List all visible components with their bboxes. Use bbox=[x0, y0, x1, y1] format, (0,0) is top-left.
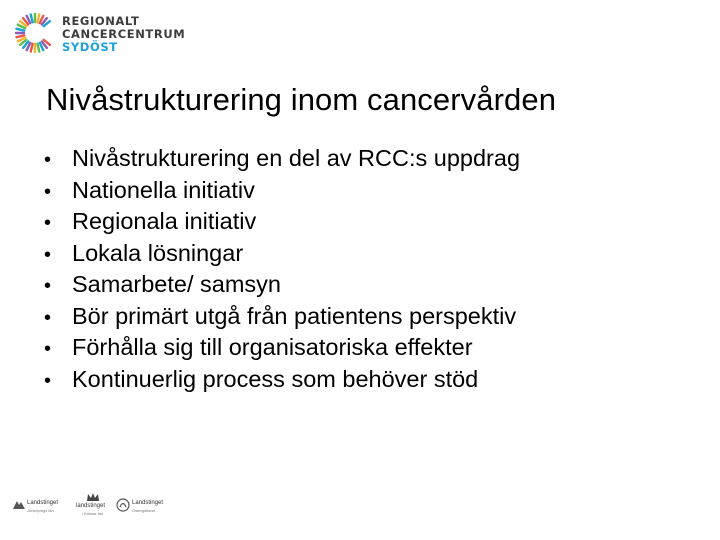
bullet-item bbox=[44, 175, 520, 207]
footer-logo-sub: i Kalmar län bbox=[82, 511, 104, 516]
logo-line-1: REGIONALT bbox=[62, 14, 140, 28]
rcc-logo bbox=[14, 12, 186, 60]
landstinget-ostergotland-logo bbox=[116, 492, 182, 520]
footer-logo-name: landstinget bbox=[76, 503, 106, 509]
bullet-item bbox=[44, 301, 520, 333]
bullet-text: Nationella initiativ bbox=[72, 176, 255, 203]
sunburst-ray bbox=[37, 14, 39, 22]
bullet-dot: • bbox=[44, 212, 52, 234]
slide-title: Nivåstrukturering inom cancervården bbox=[46, 82, 557, 117]
logo-line-2: CANCERCENTRUM bbox=[62, 27, 186, 41]
bullet-text: Samarbete/ samsyn bbox=[72, 271, 281, 297]
bullet-dot: • bbox=[44, 306, 52, 329]
sunburst-ray bbox=[16, 29, 24, 31]
footer-logo-name: Landstinget bbox=[132, 500, 164, 506]
bullet-item bbox=[44, 143, 520, 175]
bullet-dot: • bbox=[44, 149, 52, 171]
logo-line-3: SYDÖST bbox=[62, 40, 118, 54]
bullet-dot: • bbox=[44, 338, 52, 360]
landstinget-kalmar-logo bbox=[74, 492, 114, 520]
footer-logo-sub: Östergötland bbox=[132, 508, 155, 513]
bullet-text: Kontinuerlig process som behöver stöd bbox=[72, 365, 479, 392]
bullet-list bbox=[44, 143, 520, 395]
bullet-text: Förhålla sig till organisatoriska effekter bbox=[72, 334, 473, 360]
bullet-item bbox=[44, 364, 520, 396]
footer-logo-sub: Jönköpings län bbox=[27, 508, 54, 513]
bullet-text: Regionala initiativ bbox=[72, 208, 257, 234]
sunburst-ray bbox=[31, 44, 33, 52]
bullet-dot: • bbox=[44, 180, 52, 203]
sunburst-icon bbox=[14, 12, 56, 54]
bullet-dot: • bbox=[44, 243, 52, 266]
kalmar-crown-icon bbox=[86, 492, 100, 502]
footer-logos bbox=[12, 492, 182, 522]
bullet-text: Nivåstrukturering en del av RCC:s uppdrag bbox=[72, 145, 521, 171]
bullet-text: Lokala lösningar bbox=[72, 239, 244, 266]
jonkoping-emblem-icon bbox=[12, 498, 26, 512]
bullet-item bbox=[44, 238, 520, 270]
sunburst-ray bbox=[31, 14, 33, 22]
bullet-item bbox=[44, 332, 520, 364]
bullet-text: Bör primärt utgå från patientens perspektiv bbox=[72, 302, 517, 329]
bullet-item bbox=[44, 206, 520, 238]
bullet-item bbox=[44, 269, 520, 301]
landstinget-jonkoping-logo bbox=[12, 492, 64, 520]
sunburst-ray bbox=[16, 35, 24, 37]
footer-logo-name: Landstinget bbox=[27, 500, 59, 506]
rcc-logo-text bbox=[62, 15, 185, 54]
bullet-dot: • bbox=[44, 369, 52, 392]
ostergotland-griffin-icon bbox=[116, 498, 130, 512]
bullet-dot: • bbox=[44, 275, 52, 297]
sunburst-ray bbox=[37, 44, 39, 52]
